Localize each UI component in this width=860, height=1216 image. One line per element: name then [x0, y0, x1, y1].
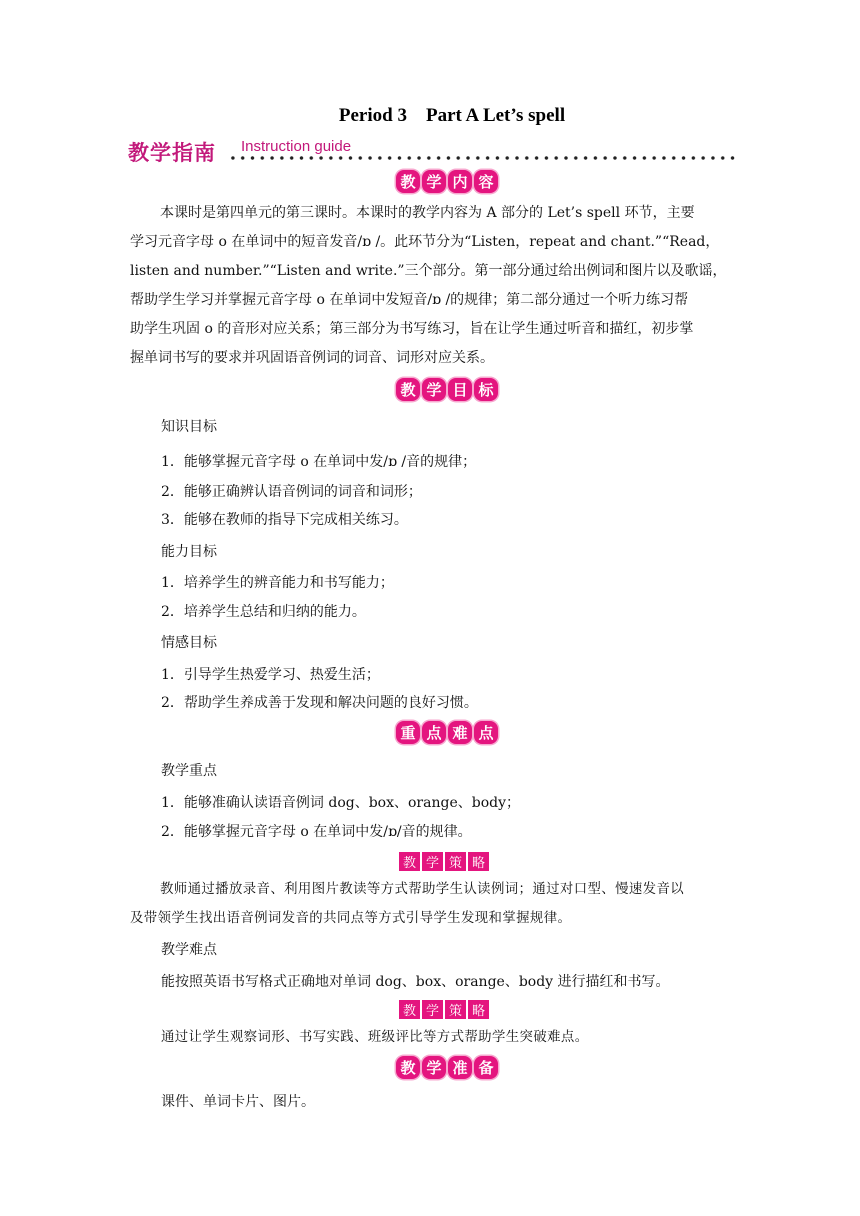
badge-char: 目: [448, 378, 472, 401]
content-line: 帮助学生学习并掌握元音字母 o 在单词中发短音/ɒ /的规律；第二部分通过一个听力练习帮: [130, 292, 689, 308]
badge-teaching-strategy: [399, 852, 489, 871]
badge-char: 学: [422, 852, 443, 871]
badge-char: 点: [474, 721, 498, 744]
emotion-goal-item: 2．帮助学生养成善于发现和解决问题的良好习惯。: [161, 695, 478, 711]
content-line: 助学生巩固 o 的音形对应关系；第三部分为书写练习，旨在让学生通过听音和描红，初步掌: [130, 321, 694, 337]
teaching-difficulty-heading: 教学难点: [161, 942, 217, 958]
badge-char: 标: [474, 378, 498, 401]
badge-char: 重: [396, 721, 420, 744]
instruction-guide-header: [128, 134, 740, 168]
strategy-line: 通过让学生观察词形、书写实践、班级评比等方式帮助学生突破难点。: [161, 1030, 589, 1045]
guide-title: 教学指南: [128, 141, 216, 165]
strategy-line: 及带领学生找出语音例词发音的共同点等方式引导学生发现和掌握规律。: [130, 911, 572, 926]
guide-subtitle: Instruction guide: [241, 138, 352, 155]
badge-char: 备: [474, 1056, 498, 1079]
badge-teaching-preparation: [396, 1056, 498, 1079]
badge-teaching-strategy: [399, 1000, 489, 1019]
badge-char: 学: [422, 378, 446, 401]
teaching-focus-heading: 教学重点: [161, 763, 217, 779]
badge-char: 容: [474, 170, 498, 193]
dotted-rule: [228, 156, 740, 160]
teaching-focus-item: 1．能够准确认读语音例词 dog、box、orange、body；: [161, 795, 520, 811]
content-line: 学习元音字母 o 在单词中的短音发音/ɒ /。此环节分为“Listen，repeat and chant.”“Read，: [130, 234, 720, 250]
badge-char: 内: [448, 170, 472, 193]
badge-char: 教: [396, 1056, 420, 1079]
knowledge-goal-item: 3．能够在教师的指导下完成相关练习。: [161, 512, 408, 528]
content-line: listen and number.”“Listen and write.”三个部分。第一部分通过给出例词和图片以及歌谣，: [130, 263, 727, 279]
badge-teaching-content: [396, 170, 498, 193]
ability-goal-item: 1．培养学生的辨音能力和书写能力；: [161, 575, 394, 591]
badge-teaching-goals: [396, 378, 498, 401]
badge-key-points: [396, 721, 498, 744]
badge-char: 教: [399, 852, 420, 871]
preparation-text: 课件、单词卡片、图片。: [161, 1094, 315, 1110]
badge-char: 点: [422, 721, 446, 744]
badge-char: 教: [399, 1000, 420, 1019]
badge-char: 学: [422, 170, 446, 193]
knowledge-goal-item: 1．能够掌握元音字母 o 在单词中发/ɒ /音的规律；: [161, 454, 477, 470]
content-line: 握单词书写的要求并巩固语音例词的词音、词形对应关系。: [130, 350, 494, 366]
knowledge-goals-heading: 知识目标: [161, 419, 217, 435]
badge-char: 学: [422, 1000, 443, 1019]
badge-char: 教: [396, 378, 420, 401]
emotion-goal-item: 1．引导学生热爱学习、热爱生活；: [161, 667, 380, 683]
content-line: 本课时是第四单元的第三课时。本课时的教学内容为 A 部分的 Let’s spell 环节，主要: [160, 205, 695, 221]
ability-goals-heading: 能力目标: [161, 544, 217, 560]
badge-char: 难: [448, 721, 472, 744]
badge-char: 准: [448, 1056, 472, 1079]
badge-char: 策: [445, 852, 466, 871]
badge-char: 略: [468, 852, 489, 871]
strategy-line: 教师通过播放录音、利用图片教读等方式帮助学生认读例词；通过对口型、慢速发音以: [160, 882, 685, 897]
teaching-focus-item: 2．能够掌握元音字母 o 在单词中发/ɒ/音的规律。: [161, 824, 472, 840]
teaching-difficulty-text: 能按照英语书写格式正确地对单词 dog、box、orange、body 进行描红和书写。: [161, 974, 670, 990]
knowledge-goal-item: 2．能够正确辨认语音例词的词音和词形；: [161, 484, 422, 500]
badge-char: 教: [396, 170, 420, 193]
badge-char: 策: [445, 1000, 466, 1019]
ability-goal-item: 2．培养学生总结和归纳的能力。: [161, 604, 366, 620]
badge-char: 略: [468, 1000, 489, 1019]
badge-char: 学: [422, 1056, 446, 1079]
emotion-goals-heading: 情感目标: [161, 635, 217, 651]
page-title: Period 3 Part A Let’s spell: [338, 105, 566, 126]
